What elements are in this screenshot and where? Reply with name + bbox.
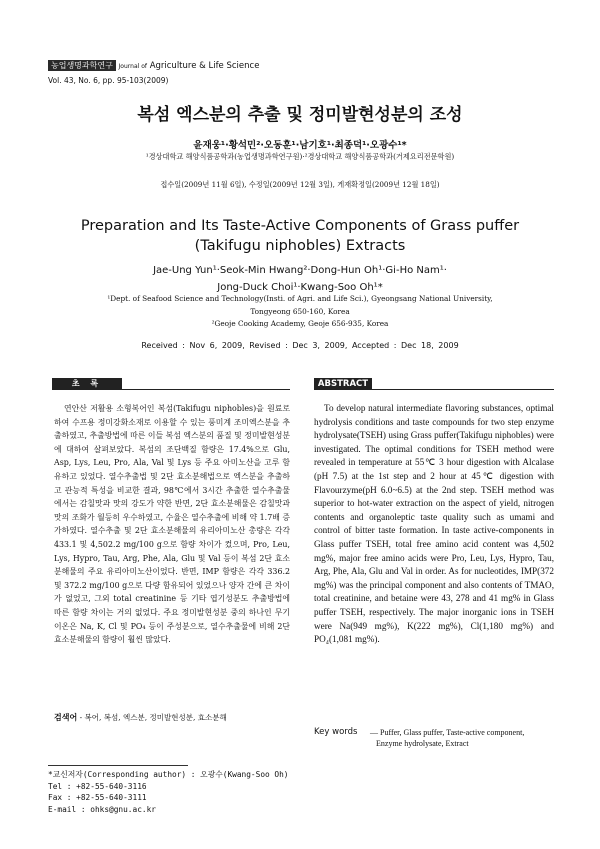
english-keywords-line1: — Puffer, Glass puffer, Taste-active component,: [370, 728, 525, 737]
footnote-rule: [48, 765, 188, 766]
journal-header: [48, 60, 259, 71]
english-authors-line2: Jong-Duck Choi¹·Kwang-Soo Oh¹*: [217, 282, 383, 293]
korean-dates: 접수일(2009년 11월 6일), 수정일(2009년 12월 3일), 게재확정일(2009년 12월 18일): [160, 180, 440, 189]
korean-keywords-label: 검색어: [54, 713, 78, 722]
english-authors-line1: Jae-Ung Yun¹·Seok-Min Hwang²·Dong-Hun Oh¹·Gi-Ho Nam¹·: [153, 265, 447, 276]
journal-name-korean: 농업생명과학연구: [48, 60, 116, 71]
english-abstract-text: To develop natural intermediate flavoring substances, optimal hydrolysis conditions and taste compounds for two step enzyme hydrolysate(TSEH) using Grass puffer(Takifugu niphobles) were investigated. The optimal conditions for TSEH method were revealed in temperature at 55℃ 3 hour digestion with Alcalase (pH 7.5) at the 1st step and 2 hour at 45℃ digestion with Flavourzyme(pH 6.0~6.5) at the 2nd step. TSEH method was superior to hot-water extraction on the aspect of yield, nitrogen contents and organoleptic taste quality such as umami and control of bitter taste formation. In taste active-components in Glass puffer TSEH, total free amino acid content was 4,502 mg%, major free amino acids were Pro, Leu, Lys, Hypro, Tau, Arg, Phe, Ala, Glu and Val in order. As for nucleotides, IMP(372 mg%) was the principal component and also contents of TMAO, total creatinine, and betaine were 43, 278 and 41 mg% in Glass puffer TSEH, respectively. The major inorganic ions in TSEH were Na(949 mg%), K(222 mg%), Cl(1,180 mg%) and PO₄(1,081 mg%).: [314, 403, 554, 645]
korean-affiliation: ¹경상대학교 해양식품공학과(농업생명과학연구원)·²경상대학교 해양식품공학과(거제요리전문학원): [145, 152, 455, 161]
english-affiliation-line2: Tongyeong 650-160, Korea: [250, 306, 350, 316]
header-rule-left: [122, 389, 290, 390]
korean-keywords: [54, 712, 294, 723]
english-affiliation-line3: ²Geoje Cooking Academy, Geoje 656-935, Korea: [211, 319, 389, 328]
header-rule-right: [372, 389, 554, 390]
english-title: [0, 216, 600, 256]
english-title-line2: (Takifugu niphobles) Extracts: [194, 238, 406, 254]
english-dates: Received : Nov 6, 2009, Revised : Dec 3, 2009, Accepted : Dec 18, 2009: [141, 341, 459, 350]
english-affiliation: [0, 293, 600, 331]
korean-authors: 윤재웅¹·황석민²·오동훈¹·남기호¹·최종덕¹·오광수¹*: [193, 140, 407, 151]
email: E-mail : ohks@gnu.ac.kr: [48, 804, 156, 814]
journal-name-english: Agriculture & Life Science: [149, 61, 260, 71]
journal-name-prefix: Journal of: [118, 63, 147, 70]
english-keywords-label: Key words: [314, 727, 358, 737]
english-abstract: [314, 402, 554, 647]
corresponding-author: *교신저자(Corresponding author) : 오광수(Kwang-Soo Oh): [48, 770, 289, 779]
korean-abstract-header: 초 록: [52, 378, 122, 390]
footnote: [48, 769, 289, 815]
korean-keywords-text: - 복어, 복섬, 엑스분, 정미발현성분, 효소분해: [79, 713, 227, 722]
korean-abstract-text: 연안산 저활용 소형복어인 복섬(Takifugu niphobles)을 원료로 하여 수프용 정미강화소재로 이용할 수 있는 풍미계 조미엑스분을 추출하였고, 추출방법에 따른 이들 복섬 엑스분의 품질 및 정미발현성분에 대하여 살펴보았다. 복섬의 조단백질 함량은 17.4%으로 Glu, Asp, Lys, Leu, Pro, Ala, Val 및 Lys 등 주요 아미노산을 고루 함유하고 있었다. 열수추출법 및 2단 효소분해법으로 엑스분을 추출하고 관능적 특성을 비교한 결과, 98℃에서 3시간 추출한 열수추출물에서는 감칠맛과 맛의 강도가 약한 반면, 2단 효소분해물은 감칠맛과 맛의 조화가 월등히 우수하였고, 수율은 열수추출에 비해 약 1.7배 증가하였다. 열수추출 및 2단 효소분해물의 유리아미노산 총량은 각각 433.1 및 4,502.2 mg/100 g으로 함량 차이가 컸으며, Pro, Leu, Lys, Hypro, Tau, Arg, Phe, Ala, Glu 및 Val 등이 복섬 2단 효소분해물의 주요 유리아미노산이었다. 반면, IMP 함량은 각각 336.2 및 372.2 mg/100 g으로 다량 함유되어 있었으나 양자 간에 큰 차이가 없었고, 그외 total creatinine 등 기타 엽기성분도 추출방법에 따른 함량 차이는 거의 없었다. 주요 정미발현성분 중의 하나인 무기이온은 Na, K, Cl 및 PO₄ 등이 주성분으로, 열수추출물에 비해 2단 효소분해물의 함량이 훨씬 많았다.: [54, 404, 291, 645]
english-keywords-line2: Enzyme hydrolysate, Extract: [376, 738, 469, 748]
english-title-line1: Preparation and Its Taste-Active Components of Grass puffer: [80, 218, 520, 234]
english-affiliation-line1: ¹Dept. of Seafood Science and Technology(Insti. of Agri. and Life Sci.), Gyeongsang National University,: [107, 294, 493, 303]
fax: Fax : +82-55-640-3111: [48, 793, 147, 802]
volume-info: Vol. 43, No. 6, pp. 95-103(2009): [48, 76, 169, 85]
telephone: Tel : +82-55-640-3116: [48, 781, 147, 791]
korean-abstract: [54, 402, 290, 647]
korean-title: 복섬 엑스분의 추출 및 정미발현성분의 조성: [137, 105, 463, 125]
english-authors: [0, 262, 600, 296]
english-abstract-header: ABSTRACT: [314, 378, 372, 390]
english-keywords: [370, 728, 560, 749]
